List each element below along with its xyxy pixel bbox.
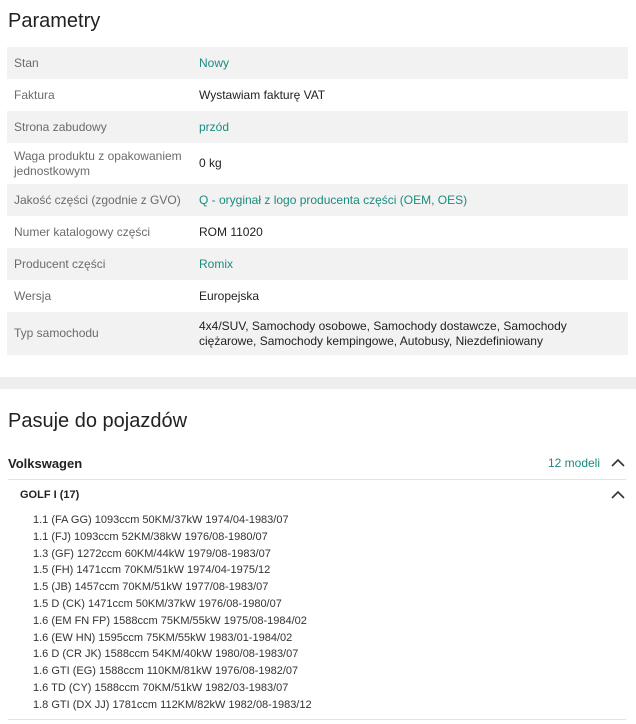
param-value-link[interactable]: przód <box>199 119 230 134</box>
brand-header[interactable] <box>8 454 626 472</box>
param-key: Producent części <box>14 256 106 271</box>
list-item: 1.6 TD (CY) 1588ccm 70KM/51kW 1982/03-1983/07 <box>33 681 289 694</box>
param-row-mounting-side <box>7 111 628 143</box>
param-value: ROM 11020 <box>199 224 263 239</box>
param-row-vehicle-type <box>7 312 628 355</box>
param-key: Strona zabudowy <box>14 119 107 134</box>
list-item: 1.6 (EW HN) 1595ccm 75KM/55kW 1983/01-1984/02 <box>33 631 293 644</box>
divider <box>8 719 626 720</box>
param-value-link[interactable]: Q - oryginał z logo producenta części (OEM, OES) <box>199 192 468 207</box>
param-row-manufacturer <box>7 248 628 280</box>
param-key: Jakość części (zgodnie z GVO) <box>14 192 181 207</box>
list-item: 1.6 D (CR JK) 1588ccm 54KM/40kW 1980/08-1983/07 <box>33 648 299 661</box>
param-row-invoice <box>7 79 628 111</box>
param-row-weight <box>7 143 628 184</box>
model-header[interactable] <box>20 487 626 503</box>
param-value: 4x4/SUV, Samochody osobowe, Samochody dostawcze, Samochody ciężarowe, Samochody kempingowe, Autobusy, Niezdefiniowany <box>199 318 567 348</box>
list-item: 1.6 (EM FN FP) 1588ccm 75KM/55kW 1975/08-1984/02 <box>33 614 307 627</box>
param-row-catalog-number <box>7 216 628 248</box>
model-name: GOLF I (17) <box>20 489 80 501</box>
list-item: 1.1 (FJ) 1093ccm 52KM/38kW 1976/08-1980/07 <box>33 530 268 543</box>
divider <box>8 479 626 480</box>
list-item: 1.6 GTI (EG) 1588ccm 110KM/81kW 1976/08-1982/07 <box>33 665 299 678</box>
param-key: Waga produktu z opakowaniem jednostkowym <box>14 148 182 178</box>
list-item: 1.5 (JB) 1457ccm 70KM/51kW 1977/08-1983/07 <box>33 581 269 594</box>
chevron-up-icon[interactable] <box>610 487 626 503</box>
list-item: 1.8 GTI (DX JJ) 1781ccm 112KM/82kW 1982/08-1983/12 <box>33 698 312 711</box>
section-divider <box>0 377 636 389</box>
list-item: 1.5 D (CK) 1471ccm 50KM/37kW 1976/08-1980/07 <box>33 597 282 610</box>
param-value-link[interactable]: Nowy <box>199 55 230 70</box>
engine-list <box>33 512 312 714</box>
param-value: Wystawiam fakturę VAT <box>199 87 326 102</box>
list-item: 1.5 (FH) 1471ccm 70KM/51kW 1974/04-1975/12 <box>33 564 271 577</box>
param-key: Typ samochodu <box>14 326 99 340</box>
param-row-quality <box>7 184 628 216</box>
list-item: 1.1 (FA GG) 1093ccm 50KM/37kW 1974/04-1983/07 <box>33 514 289 526</box>
brand-model-count[interactable]: 12 modeli <box>547 456 600 470</box>
vehicles-title: Pasuje do pojazdów <box>8 410 188 432</box>
param-key: Wersja <box>14 288 52 303</box>
param-row-condition <box>7 47 628 79</box>
param-key: Stan <box>14 55 39 70</box>
param-row-version <box>7 280 628 312</box>
parameters-title: Parametry <box>8 10 101 32</box>
param-key: Faktura <box>14 87 55 102</box>
chevron-up-icon[interactable] <box>610 455 626 471</box>
param-value-link[interactable]: Romix <box>199 256 234 271</box>
param-value: Europejska <box>199 288 260 303</box>
param-key: Numer katalogowy części <box>14 224 151 239</box>
param-value: 0 kg <box>199 156 222 170</box>
list-item: 1.3 (GF) 1272ccm 60KM/44kW 1979/08-1983/07 <box>33 547 271 560</box>
brand-name: Volkswagen <box>8 455 83 471</box>
parameters-table <box>7 47 628 355</box>
